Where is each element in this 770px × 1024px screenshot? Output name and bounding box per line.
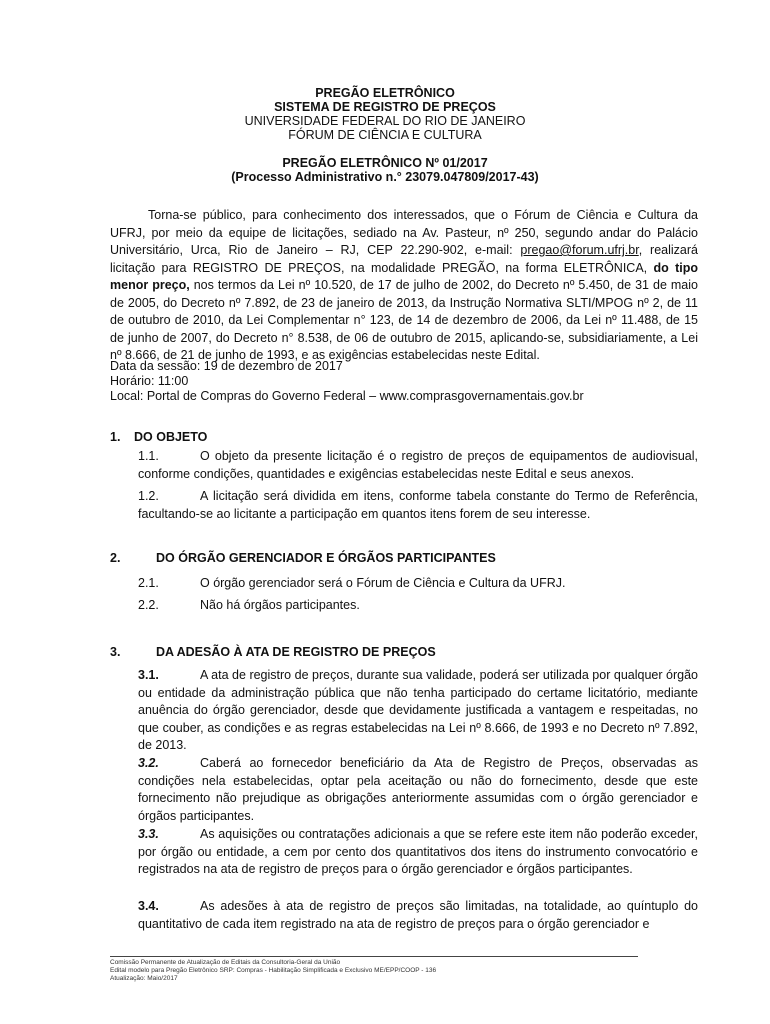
clause-text: A licitação será dividida em itens, conforme tabela constante do Termo de Referência, facultando-se ao licitante a participação em quantos itens forem de seu interesse. (138, 489, 698, 521)
clause-number: 2.1. (138, 576, 159, 590)
section-2-number: 2. (110, 551, 121, 565)
intro-text-3: nos termos da Lei nº 10.520, de 17 de julho de 2002, do Decreto nº 5.450, de 31 de maio de 2005, do Decreto nº 7.892, de 23 de janeiro de 2013, da Instrução Normativa SLTI/MPOG nº 2, de 11 de outubro de 2010, da Lei Complementar n° 123, de 14 de dezembro de 2006, da Lei nº 11.488, de 15 de junho de 2007, do Decreto n° 8.538, de 06 de outubro de 2015, aplicando-se, subsidiariamente, a Lei nº 8.666, de 21 de junho de 1993, e as exigências estabelecidas neste Edital. (110, 278, 698, 362)
header-modality: PREGÃO ELETRÔNICO (315, 86, 455, 100)
header-process-number: (Processo Administrativo n.° 23079.047809/2017-43) (231, 170, 539, 184)
clause-number: 3.4. (138, 899, 159, 913)
section-2-title: DO ÓRGÃO GERENCIADOR E ÓRGÃOS PARTICIPANTES (156, 551, 496, 565)
clause-text: O objeto da presente licitação é o registro de preços de equipamentos de audiovisual, conforme condições, quantidades e exigências estabelecidas neste Edital e seus anexos. (138, 449, 698, 481)
header-pregao-number: PREGÃO ELETRÔNICO Nº 01/2017 (282, 156, 488, 170)
intro-bold-text: do tipo menor preço, (110, 260, 698, 292)
clause-2-1 (138, 575, 698, 593)
intro-text-2: , realizará licitação para REGISTRO DE PREÇOS, na modalidade PREGÃO, na forma ELETRÔNICA, (110, 243, 698, 275)
clause-1-2 (138, 488, 698, 523)
footer-model: Edital modelo para Pregão Eletrônico SRP: Compras - Habilitação Simplificada e Exclusivo ME/EPP/COOP - 136 (110, 967, 437, 974)
clause-number: 3.2. (138, 756, 159, 770)
section-3-number: 3. (110, 645, 121, 659)
session-place: Local: Portal de Compras do Governo Federal – www.comprasgovernamentais.gov.br (110, 389, 584, 403)
clause-number: 1.2. (138, 489, 159, 503)
header-forum: FÓRUM DE CIÊNCIA E CULTURA (288, 128, 482, 142)
clause-text: O órgão gerenciador será o Fórum de Ciência e Cultura da UFRJ. (200, 576, 566, 590)
section-1-title: DO OBJETO (134, 430, 208, 444)
clause-number: 3.1. (138, 668, 159, 682)
clause-3-1 (138, 667, 698, 755)
section-1-number: 1. (110, 430, 121, 444)
clause-3-4 (138, 898, 698, 933)
clause-1-1 (138, 448, 698, 483)
intro-text-1: Torna-se público, para conhecimento dos interessados, que o Fórum de Ciência e Cultura da UFRJ, por meio da equipe de licitações, sediado na Av. Pasteur, nº 250, segundo andar do Palácio Universitário, Urca, Rio de Janeiro – RJ, CEP 22.290-902, e-mail: (110, 208, 698, 257)
clause-number: 2.2. (138, 598, 159, 612)
footer-update: Atualização: Maio/2017 (110, 975, 178, 982)
clause-number: 3.3. (138, 827, 159, 841)
footer-divider (110, 956, 638, 957)
clause-text: As adesões à ata de registro de preços são limitadas, na totalidade, ao quíntuplo do quantitativo de cada item registrado na ata de registro de preços para o órgão gerenciador e (138, 899, 698, 931)
clause-text: Caberá ao fornecedor beneficiário da Ata de Registro de Preços, observadas as condições nela estabelecidas, optar pela aceitação ou não do fornecimento, desde que este fornecimento não prejudique as obrigações anteriormente assumidas com o órgão gerenciador e órgãos participantes. (138, 756, 698, 823)
footer-commission: Comissão Permanente de Atualização de Editais da Consultoria-Geral da União (110, 959, 341, 966)
clause-text: A ata de registro de preços, durante sua validade, poderá ser utilizada por qualquer órgão ou entidade da administração pública que não tenha participado do certame licitatório, mediante anuência do órgão gerenciador, desde que devidamente justificada a vantagem e respeitadas, no que couber, as condições e as regras estabelecidas na Lei nº 8.666, de 1993 e no Decreto nº 7.892, de 2013. (138, 668, 698, 752)
session-time: Horário: 11:00 (110, 374, 189, 388)
header-system: SISTEMA DE REGISTRO DE PREÇOS (274, 100, 496, 114)
section-3-title: DA ADESÃO À ATA DE REGISTRO DE PREÇOS (156, 645, 436, 659)
clause-3-3 (138, 826, 698, 879)
header-university: UNIVERSIDADE FEDERAL DO RIO DE JANEIRO (244, 114, 526, 128)
email-link[interactable]: pregao@forum.ufrj.br (520, 243, 639, 257)
session-date: Data da sessão: 19 de dezembro de 2017 (110, 359, 343, 373)
intro-paragraph (110, 207, 698, 365)
clause-text: As aquisições ou contratações adicionais a que se refere este item não poderão exceder, por órgão ou entidade, a cem por cento dos quantitativos dos itens do instrumento convocatório e registrados na ata de registro de preços para o órgão gerenciador e órgãos participantes. (138, 827, 698, 876)
clause-text: Não há órgãos participantes. (200, 598, 360, 612)
clause-3-2 (138, 755, 698, 825)
clause-number: 1.1. (138, 449, 159, 463)
clause-2-2 (138, 597, 698, 615)
